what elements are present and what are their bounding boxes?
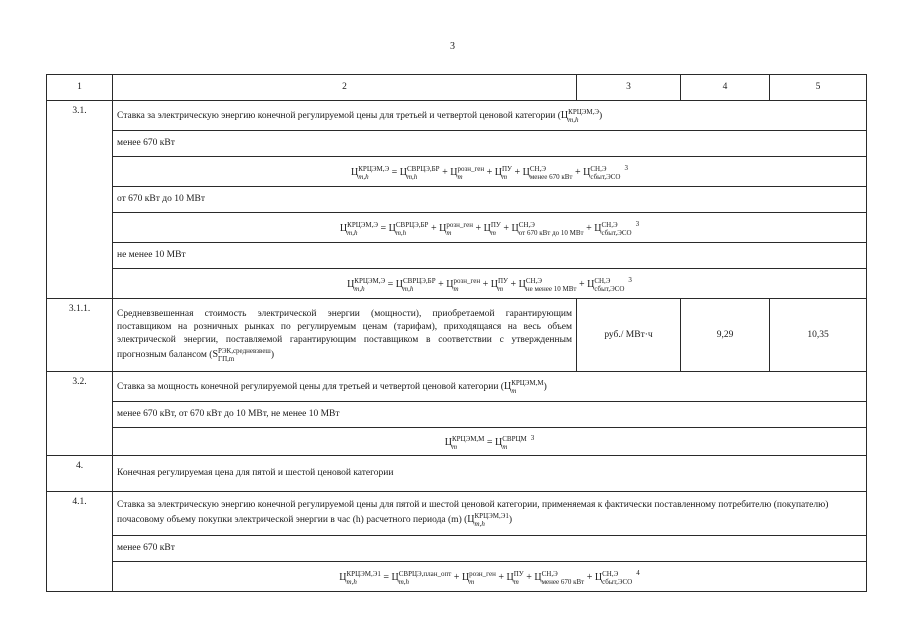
formula [113, 157, 867, 187]
page-number: 3 [450, 41, 455, 52]
formula-lhs: Ц КРЦЭМ,Э1 m,h [339, 569, 381, 586]
formula-term: Ц СН,Э менее 670 кВт [534, 569, 585, 586]
plus-sign: + [583, 223, 595, 235]
formula-term: Ц розн_ген m [450, 164, 485, 181]
row-description: Ставка за мощность конечной регулируемой цены для третьей и четвертой ценовой категории (Ц КРЦЭМ,М m ) [113, 372, 867, 402]
formula [113, 269, 867, 299]
formula-term: Ц ПУ m [483, 220, 501, 237]
row-3-1-sub-a [47, 131, 867, 157]
equals-sign: = [380, 572, 392, 584]
row-number: 3.1. [47, 101, 113, 299]
row-3-1 [47, 101, 867, 131]
formula-term: Ц ПУ m [506, 569, 524, 586]
header-col-5: 5 [770, 75, 867, 101]
tariff-table [46, 74, 867, 592]
header-row [47, 75, 867, 101]
row-4 [47, 456, 867, 492]
formula-term: Ц СВРЦЭ,БР m,h [388, 220, 429, 237]
formula-term: Ц розн_ген m [446, 276, 481, 293]
equals-sign: = [484, 437, 496, 449]
footnote-marker: 3 [635, 220, 640, 229]
row-description: Средневзвешенная стоимость электрической энергии (мощности), приобретаемой гарантирующим поставщиком на розничных рынках по регулируемым ценам (тарифам), приходящаяся на весь объем электрической энергии, поставляемой гарантирующим поставщиком в соответствии с утвержденным прогнозным балансом (S РЭК,средневзвеш ГП,m ) [113, 299, 577, 372]
power-category-label: не менее 10 МВт [113, 243, 867, 269]
plus-sign: + [508, 279, 519, 291]
row-4-1 [47, 492, 867, 536]
row-3-1-formula-b [47, 213, 867, 243]
row-number: 4.1. [47, 492, 113, 592]
formula-term: Ц СН,Э не менее 10 МВт [518, 276, 577, 293]
row-3-2 [47, 372, 867, 402]
formula-lhs: Ц КРЦЭМ,Э m,h [339, 220, 378, 237]
plus-sign: + [511, 167, 523, 179]
plus-sign: + [495, 572, 507, 584]
equals-sign: = [385, 279, 396, 291]
rate-symbol-glyph: S РЭК,средневзвеш ГП,m [212, 346, 271, 363]
header-col-4: 4 [681, 75, 770, 101]
row-4-1-sub-a [47, 536, 867, 562]
formula-term: Ц СН,Э сбыт,ЭСО [594, 569, 633, 586]
header-col-1: 1 [47, 75, 113, 101]
footnote-marker: 3 [628, 276, 632, 285]
value-col-5: 10,35 [770, 299, 867, 372]
plus-sign: + [472, 223, 484, 235]
rate-symbol-glyph: Ц КРЦЭМ,Э1 m,h [467, 512, 509, 528]
footnote-marker: 3 [530, 434, 535, 443]
rate-symbol-glyph: Ц КРЦЭМ,Э m,h [560, 107, 599, 124]
plus-sign: + [451, 572, 462, 584]
plus-sign: + [484, 167, 495, 179]
value-col-4: 9,29 [681, 299, 770, 372]
formula-term: Ц СН,Э менее 670 кВт [522, 164, 573, 181]
row-description: Ставка за электрическую энергию конечной регулируемой цены для пятой и шестой ценовой категории, применяемая к фактически поставленному потребителю (покупателю) почасовому объему покупки электрической энергии в час (h) расчетного периода (m) (Ц КРЦЭМ,Э1 m,h ) [113, 492, 867, 536]
formula-term: Ц СВРЦЭ,БР m,h [395, 276, 436, 293]
formula-term: Ц СВРЦМ m [495, 434, 527, 451]
power-category-label: менее 670 кВт, от 670 кВт до 10 МВт, не менее 10 МВт [113, 402, 867, 428]
formula [113, 428, 867, 456]
plus-sign: + [523, 572, 535, 584]
row-number: 3.1.1. [47, 299, 113, 372]
plus-sign: + [439, 167, 451, 179]
footnote-marker: 4 [636, 569, 640, 578]
rate-symbol [503, 378, 544, 395]
formula [113, 562, 867, 592]
formula-term: Ц ПУ m [494, 164, 512, 181]
formula-term: Ц СВРЦЭ,план_опт m,h [391, 569, 452, 586]
row-3-1-sub-c [47, 243, 867, 269]
row-3-1-formula-a [47, 157, 867, 187]
row-number: 3.2. [47, 372, 113, 456]
row-3-2-formula-a [47, 428, 867, 456]
plus-sign: + [428, 223, 440, 235]
rate-symbol [560, 107, 599, 124]
footnote-marker: 3 [624, 164, 628, 173]
rate-symbol-glyph: Ц КРЦЭМ,М m [503, 378, 544, 395]
formula-lhs: Ц КРЦЭМ,Э m,h [347, 276, 386, 293]
rate-symbol [467, 512, 509, 528]
plus-sign: + [435, 279, 447, 291]
unit-cell: руб./ МВт·ч [577, 299, 681, 372]
row-3-2-sub-a [47, 402, 867, 428]
rate-symbol [212, 346, 271, 363]
formula-term: Ц СВРЦЭ,БР m,h [399, 164, 440, 181]
formula-term: Ц розн_ген m [461, 569, 496, 586]
row-description: Конечная регулируемая цена для пятой и шестой ценовой категории [113, 456, 867, 492]
row-3-1-sub-b [47, 187, 867, 213]
formula-term: Ц СН,Э от 670 кВт до 10 МВт [511, 220, 584, 237]
row-3-1-formula-c [47, 269, 867, 299]
formula-term: Ц розн_ген m [439, 220, 473, 237]
formula-term: Ц СН,Э сбыт,ЭСО [587, 276, 625, 293]
formula-term: Ц ПУ m [490, 276, 509, 293]
formula-lhs: Ц КРЦЭМ,М m [444, 434, 485, 451]
equals-sign: = [378, 223, 389, 235]
plus-sign: + [480, 279, 491, 291]
power-category-label: менее 670 кВт [113, 536, 867, 562]
row-description: Ставка за электрическую энергию конечной регулируемой цены для третьей и четвертой ценовой категории (Ц КРЦЭМ,Э m,h ) [113, 101, 867, 131]
equals-sign: = [389, 167, 400, 179]
plus-sign: + [584, 572, 595, 584]
row-4-1-formula-a [47, 562, 867, 592]
formula [113, 213, 867, 243]
formula-lhs: Ц КРЦЭМ,Э m,h [351, 164, 390, 181]
header-col-3: 3 [577, 75, 681, 101]
power-category-label: от 670 кВт до 10 МВт [113, 187, 867, 213]
plus-sign: + [572, 167, 584, 179]
formula-term: Ц СН,Э сбыт,ЭСО [583, 164, 621, 181]
plus-sign: + [576, 279, 588, 291]
formula-term: Ц СН,Э сбыт,ЭСО [594, 220, 632, 237]
row-number: 4. [47, 456, 113, 492]
row-3-1-1 [47, 299, 867, 372]
plus-sign: + [500, 223, 512, 235]
power-category-label: менее 670 кВт [113, 131, 867, 157]
header-col-2: 2 [113, 75, 577, 101]
